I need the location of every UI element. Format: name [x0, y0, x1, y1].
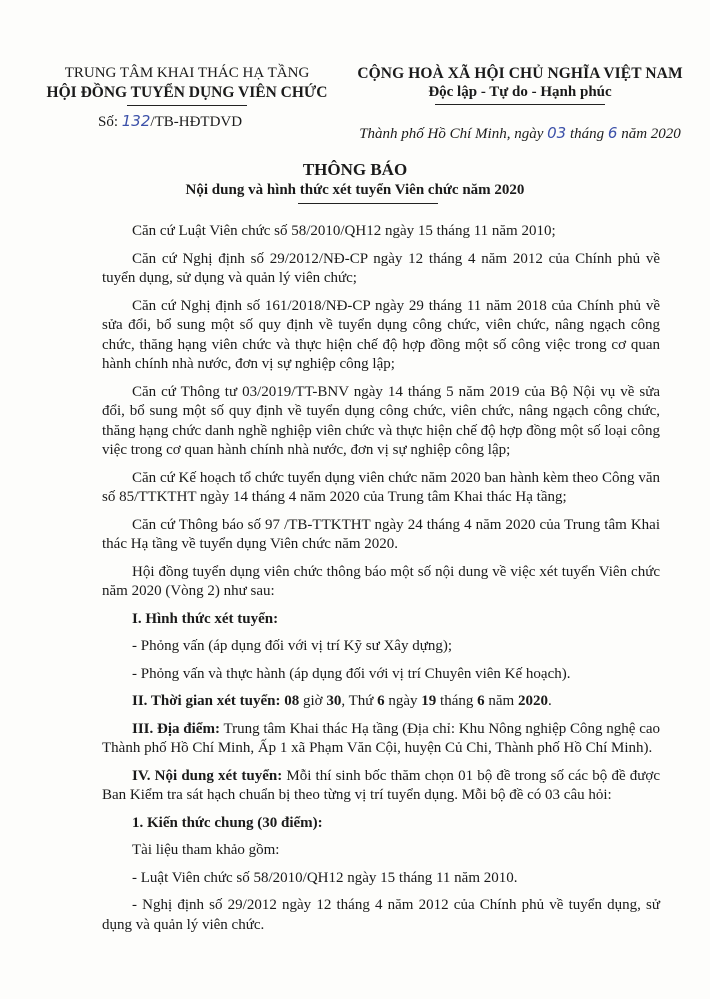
section-4-heading: IV. Nội dung xét tuyển:: [132, 767, 283, 784]
section-1-item-1: - Phỏng vấn (áp dụng đối với vị trí Kỹ sư Xây dựng);: [132, 638, 452, 654]
time-minute: 30: [326, 693, 342, 709]
section-4-text: Mỗi thí sinh bốc thăm chọn 01 bộ đề trong số các bộ đề được Ban Kiểm tra sát hạch chuẩn bị theo từng vị trí tuyển dụng. Mỗi bộ đề có 03 câu hỏi:: [102, 767, 660, 803]
council-underline: [127, 105, 247, 106]
time-hour-label: giờ: [299, 693, 327, 709]
document-number: [42, 112, 332, 132]
number-suffix: /TB-HĐTDVD: [150, 114, 243, 130]
date-prefix: Thành phố Hồ Chí Minh, ngày: [359, 126, 548, 142]
time-weekday: 6: [377, 693, 385, 709]
date-suffix: năm 2020: [617, 126, 681, 142]
header-left: [42, 64, 332, 132]
time-day-label: ngày: [384, 693, 422, 709]
paragraph-legal-basis-1: Căn cứ Luật Viên chức số 58/2010/QH12 ngày 15 tháng 11 năm 2010;: [132, 223, 556, 239]
time-day: 19: [421, 693, 437, 709]
state-name: CỘNG HOÀ XÃ HỘI CHỦ NGHĨA VIỆT NAM: [357, 65, 683, 82]
section-4-1-ref-2: - Nghị định số 29/2012 ngày 12 tháng 4 năm 2012 của Chính phủ về tuyển dụng, sử dụng và quản lý viên chức.: [102, 897, 660, 933]
section-3-heading: III. Địa điểm:: [132, 720, 220, 737]
document-body: [102, 222, 660, 943]
section-2-heading: II. Thời gian xét tuyển:: [132, 693, 285, 709]
paragraph-announcement: Hội đồng tuyển dụng viên chức thông báo một số nội dung về việc xét tuyển Viên chức năm 2020 (Vòng 2) như sau:: [102, 563, 660, 599]
paragraph-legal-basis-6: Căn cứ Thông báo số 97 /TB-TTKTHT ngày 24 tháng 4 năm 2020 của Trung tâm Khai thác Hạ tầng về tuyển dụng Viên chức năm 2020.: [102, 516, 660, 552]
paragraph-legal-basis-3: Căn cứ Nghị định số 161/2018/NĐ-CP ngày 29 tháng 11 năm 2018 của Chính phủ về sửa đổi, bổ sung một số quy định về tuyển dụng công chức, viên chức, nâng ngạch công chức, thăng hạng viên chức và thực hiện chế độ hợp đồng một số công việc trong cơ quan hành chính nhà nước, đơn vị sự nghiệp công lập;: [102, 297, 660, 372]
council-name: HỘI ĐỒNG TUYỂN DỤNG VIÊN CHỨC: [46, 84, 328, 101]
paragraph-legal-basis-4: Căn cứ Thông tư 03/2019/TT-BNV ngày 14 tháng 5 năm 2019 của Bộ Nội vụ về sửa đổi, bổ sung một số quy định về tuyển dụng công chức, viên chức, nâng ngạch công chức, thăng hạng chức danh nghề nghiệp viên chức và thực hiện chế độ hợp đồng một số loại công việc trong cơ quan hành chính nhà nước, đơn vị sự nghiệp công lập;: [102, 383, 660, 458]
document-date: [340, 124, 700, 144]
section-1-heading: I. Hình thức xét tuyển:: [132, 610, 279, 627]
section-2: [102, 692, 660, 712]
paragraph-legal-basis-5: Căn cứ Kế hoạch tổ chức tuyển dụng viên chức năm 2020 ban hành kèm theo Công văn số 85/TTKTHT ngày 14 tháng 4 năm 2020 của Trung tâm Khai thác Hạ tầng;: [102, 469, 660, 505]
handwritten-number: 132: [121, 112, 151, 130]
time-end: .: [547, 693, 552, 709]
time-month-label: tháng: [436, 693, 478, 709]
time-weekday-label: , Thứ: [341, 693, 378, 709]
motto-underline: [435, 104, 605, 105]
document-title: THÔNG BÁO: [302, 160, 408, 179]
handwritten-month: 6: [607, 124, 618, 142]
time-hour: 08: [284, 693, 300, 709]
national-motto: Độc lập - Tự do - Hạnh phúc: [428, 84, 612, 100]
paragraph-legal-basis-2: Căn cứ Nghị định số 29/2012/NĐ-CP ngày 12 tháng 4 năm 2012 của Chính phủ về tuyển dụng, sử dụng và quản lý viên chức;: [102, 250, 660, 286]
organization-name: TRUNG TÂM KHAI THÁC HẠ TẦNG: [64, 65, 310, 81]
header-right: [340, 64, 700, 144]
subtitle-underline: [298, 203, 438, 204]
section-4-1-ref-1: - Luật Viên chức số 58/2010/QH12 ngày 15 tháng 11 năm 2010.: [132, 869, 518, 886]
time-year: 2020: [517, 693, 548, 709]
document-subtitle: Nội dung và hình thức xét tuyển Viên chức năm 2020: [185, 182, 525, 198]
time-month: 6: [477, 693, 485, 709]
section-4: [102, 767, 660, 806]
section-1-item-2: - Phỏng vấn và thực hành (áp dụng đối với vị trí Chuyên viên Kế hoạch).: [132, 665, 571, 682]
number-prefix: Số:: [98, 114, 122, 130]
time-year-label: năm: [484, 693, 518, 709]
date-mid: tháng: [566, 126, 608, 142]
section-3: [102, 720, 660, 759]
handwritten-day: 03: [547, 124, 567, 142]
section-4-1-heading: 1. Kiến thức chung (30 điểm):: [132, 814, 323, 831]
section-4-1-intro: Tài liệu tham khảo gồm:: [132, 842, 280, 858]
section-3-text: Trung tâm Khai thác Hạ tầng (Địa chỉ: Khu Nông nghiệp Công nghệ cao Thành phố Hồ Chí Minh, Ấp 1 xã Phạm Văn Cội, huyện Củ Chi, Thành phố Hồ Chí Minh).: [102, 720, 661, 756]
